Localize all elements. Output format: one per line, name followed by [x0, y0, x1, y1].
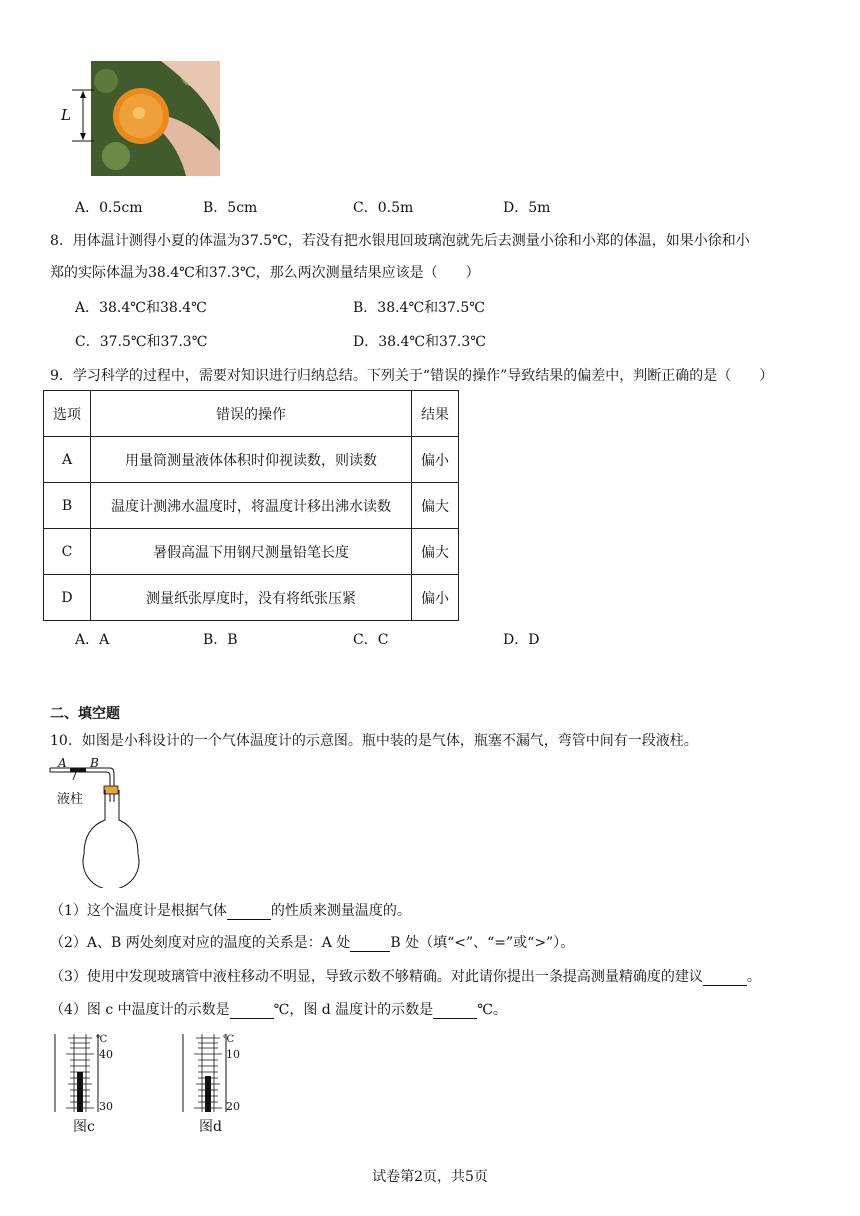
q10-sub4-text-c: ℃。 [477, 1002, 507, 1018]
q8-stem-line1: 8．用体温计测得小夏的体温为37.5℃，若没有把水银甩回玻璃泡就先后去测量小徐和小郑的体温，如果小徐和小 [50, 233, 750, 249]
row-result: 偏大 [412, 529, 459, 575]
row-operation: 温度计测沸水温度时，将温度计移出沸水读数 [91, 483, 412, 529]
thermometer-d-caption: 图d [199, 1119, 222, 1135]
row-option: A [44, 437, 91, 483]
q9-option-c: C．C [353, 632, 389, 648]
thermometer-d-unit: ℃ [223, 1034, 235, 1045]
page-footer: 试卷第2页，共5页 [372, 1169, 488, 1185]
q8-option-b: B．38.4℃和37.5℃ [353, 300, 485, 316]
q10-sub4-text-a: （4）图 c 中温度计的示数是 [50, 1002, 230, 1018]
q7-option-d: D．5m [503, 200, 551, 216]
point-b-label: B [90, 756, 99, 770]
q10-sub3-end: 。 [746, 969, 761, 985]
row-operation: 用量筒测量液体体积时仰视读数，则读数 [91, 437, 412, 483]
header-result: 结果 [412, 391, 459, 437]
thermometer-c-caption: 图c [73, 1119, 95, 1135]
q7-option-a: A．0.5cm [75, 200, 143, 216]
table-row [44, 437, 459, 483]
row-result: 偏大 [412, 483, 459, 529]
q8-option-d: D．38.4℃和37.3℃ [353, 334, 486, 350]
row-result: 偏小 [412, 575, 459, 621]
liquid-column-label: 液柱 [57, 792, 84, 807]
gas-thermometer-diagram [48, 756, 143, 888]
q8-option-c: C．37.5℃和37.3℃ [75, 334, 208, 350]
row-option: B [44, 483, 91, 529]
header-operation: 错误的操作 [91, 391, 412, 437]
thermometer-c-unit: ℃ [96, 1034, 108, 1045]
q10-sub3-text: （3）使用中发现玻璃管中液柱移动不明显，导致示数不够精确。对此请你提出一条提高测量精确度的建议 [50, 969, 703, 985]
q7-option-b: B．5cm [203, 200, 258, 216]
header-option: 选项 [44, 391, 91, 437]
q10-sub3 [50, 966, 761, 986]
q9-option-a: A．A [75, 632, 110, 648]
thermometer-c-top-label: 40 [99, 1048, 113, 1061]
q8-option-a: A．38.4℃和38.4℃ [75, 300, 207, 316]
q9-stem: 9．学习科学的过程中，需要对知识进行归纳总结。下列关于“错误的操作”导致结果的偏差中，判断正确的是（ ） [50, 368, 774, 384]
thermometer-d-bottom-label: 20 [226, 1100, 240, 1113]
q10-sub1-text-b: 的性质来测量温度的。 [270, 903, 411, 919]
table-row [44, 529, 459, 575]
q10-stem: 10．如图是小科设计的一个气体温度计的示意图。瓶中装的是气体，瓶塞不漏气，弯管中间有一段液柱。 [50, 733, 698, 749]
q10-sub2-text-a: （2）A、B 两处刻度对应的温度的关系是：A 处 [50, 935, 351, 951]
answer-blank[interactable] [350, 935, 390, 952]
q10-sub2-text-b: B 处（填“<”、“=”或“>”）。 [390, 935, 575, 951]
q9-option-d: D．D [503, 632, 540, 648]
row-option: C [44, 529, 91, 575]
q10-sub4 [50, 999, 507, 1019]
answer-blank[interactable] [227, 903, 271, 920]
table-row [44, 575, 459, 621]
answer-blank[interactable] [230, 1002, 274, 1019]
answer-blank[interactable] [703, 969, 747, 986]
q9-table [43, 390, 459, 621]
q10-sub4-text-b: ℃，图 d 温度计的示数是 [273, 1002, 434, 1018]
section-heading: 二、填空题 [50, 706, 120, 722]
q8-stem-line2: 郑的实际体温为38.4℃和37.3℃，那么两次测量结果应该是（ ） [50, 265, 480, 281]
row-operation: 暑假高温下用钢尺测量铅笔长度 [91, 529, 412, 575]
table-header-row [44, 391, 459, 437]
q9-option-b: B．B [203, 632, 238, 648]
row-result: 偏小 [412, 437, 459, 483]
row-option: D [44, 575, 91, 621]
q10-sub1 [50, 900, 411, 920]
row-operation: 测量纸张厚度时，没有将纸张压紧 [91, 575, 412, 621]
q10-sub2 [50, 932, 574, 952]
q7-option-c: C．0.5m [353, 200, 414, 216]
thermometer-c-bottom-label: 30 [99, 1100, 113, 1113]
answer-blank[interactable] [433, 1002, 477, 1019]
thermometer-d-top-label: 10 [226, 1048, 240, 1061]
table-row [44, 483, 459, 529]
q10-sub1-text-a: （1）这个温度计是根据气体 [50, 903, 227, 919]
point-a-label: A [58, 756, 67, 770]
orange-photo [91, 61, 220, 176]
length-label: L [61, 106, 71, 124]
